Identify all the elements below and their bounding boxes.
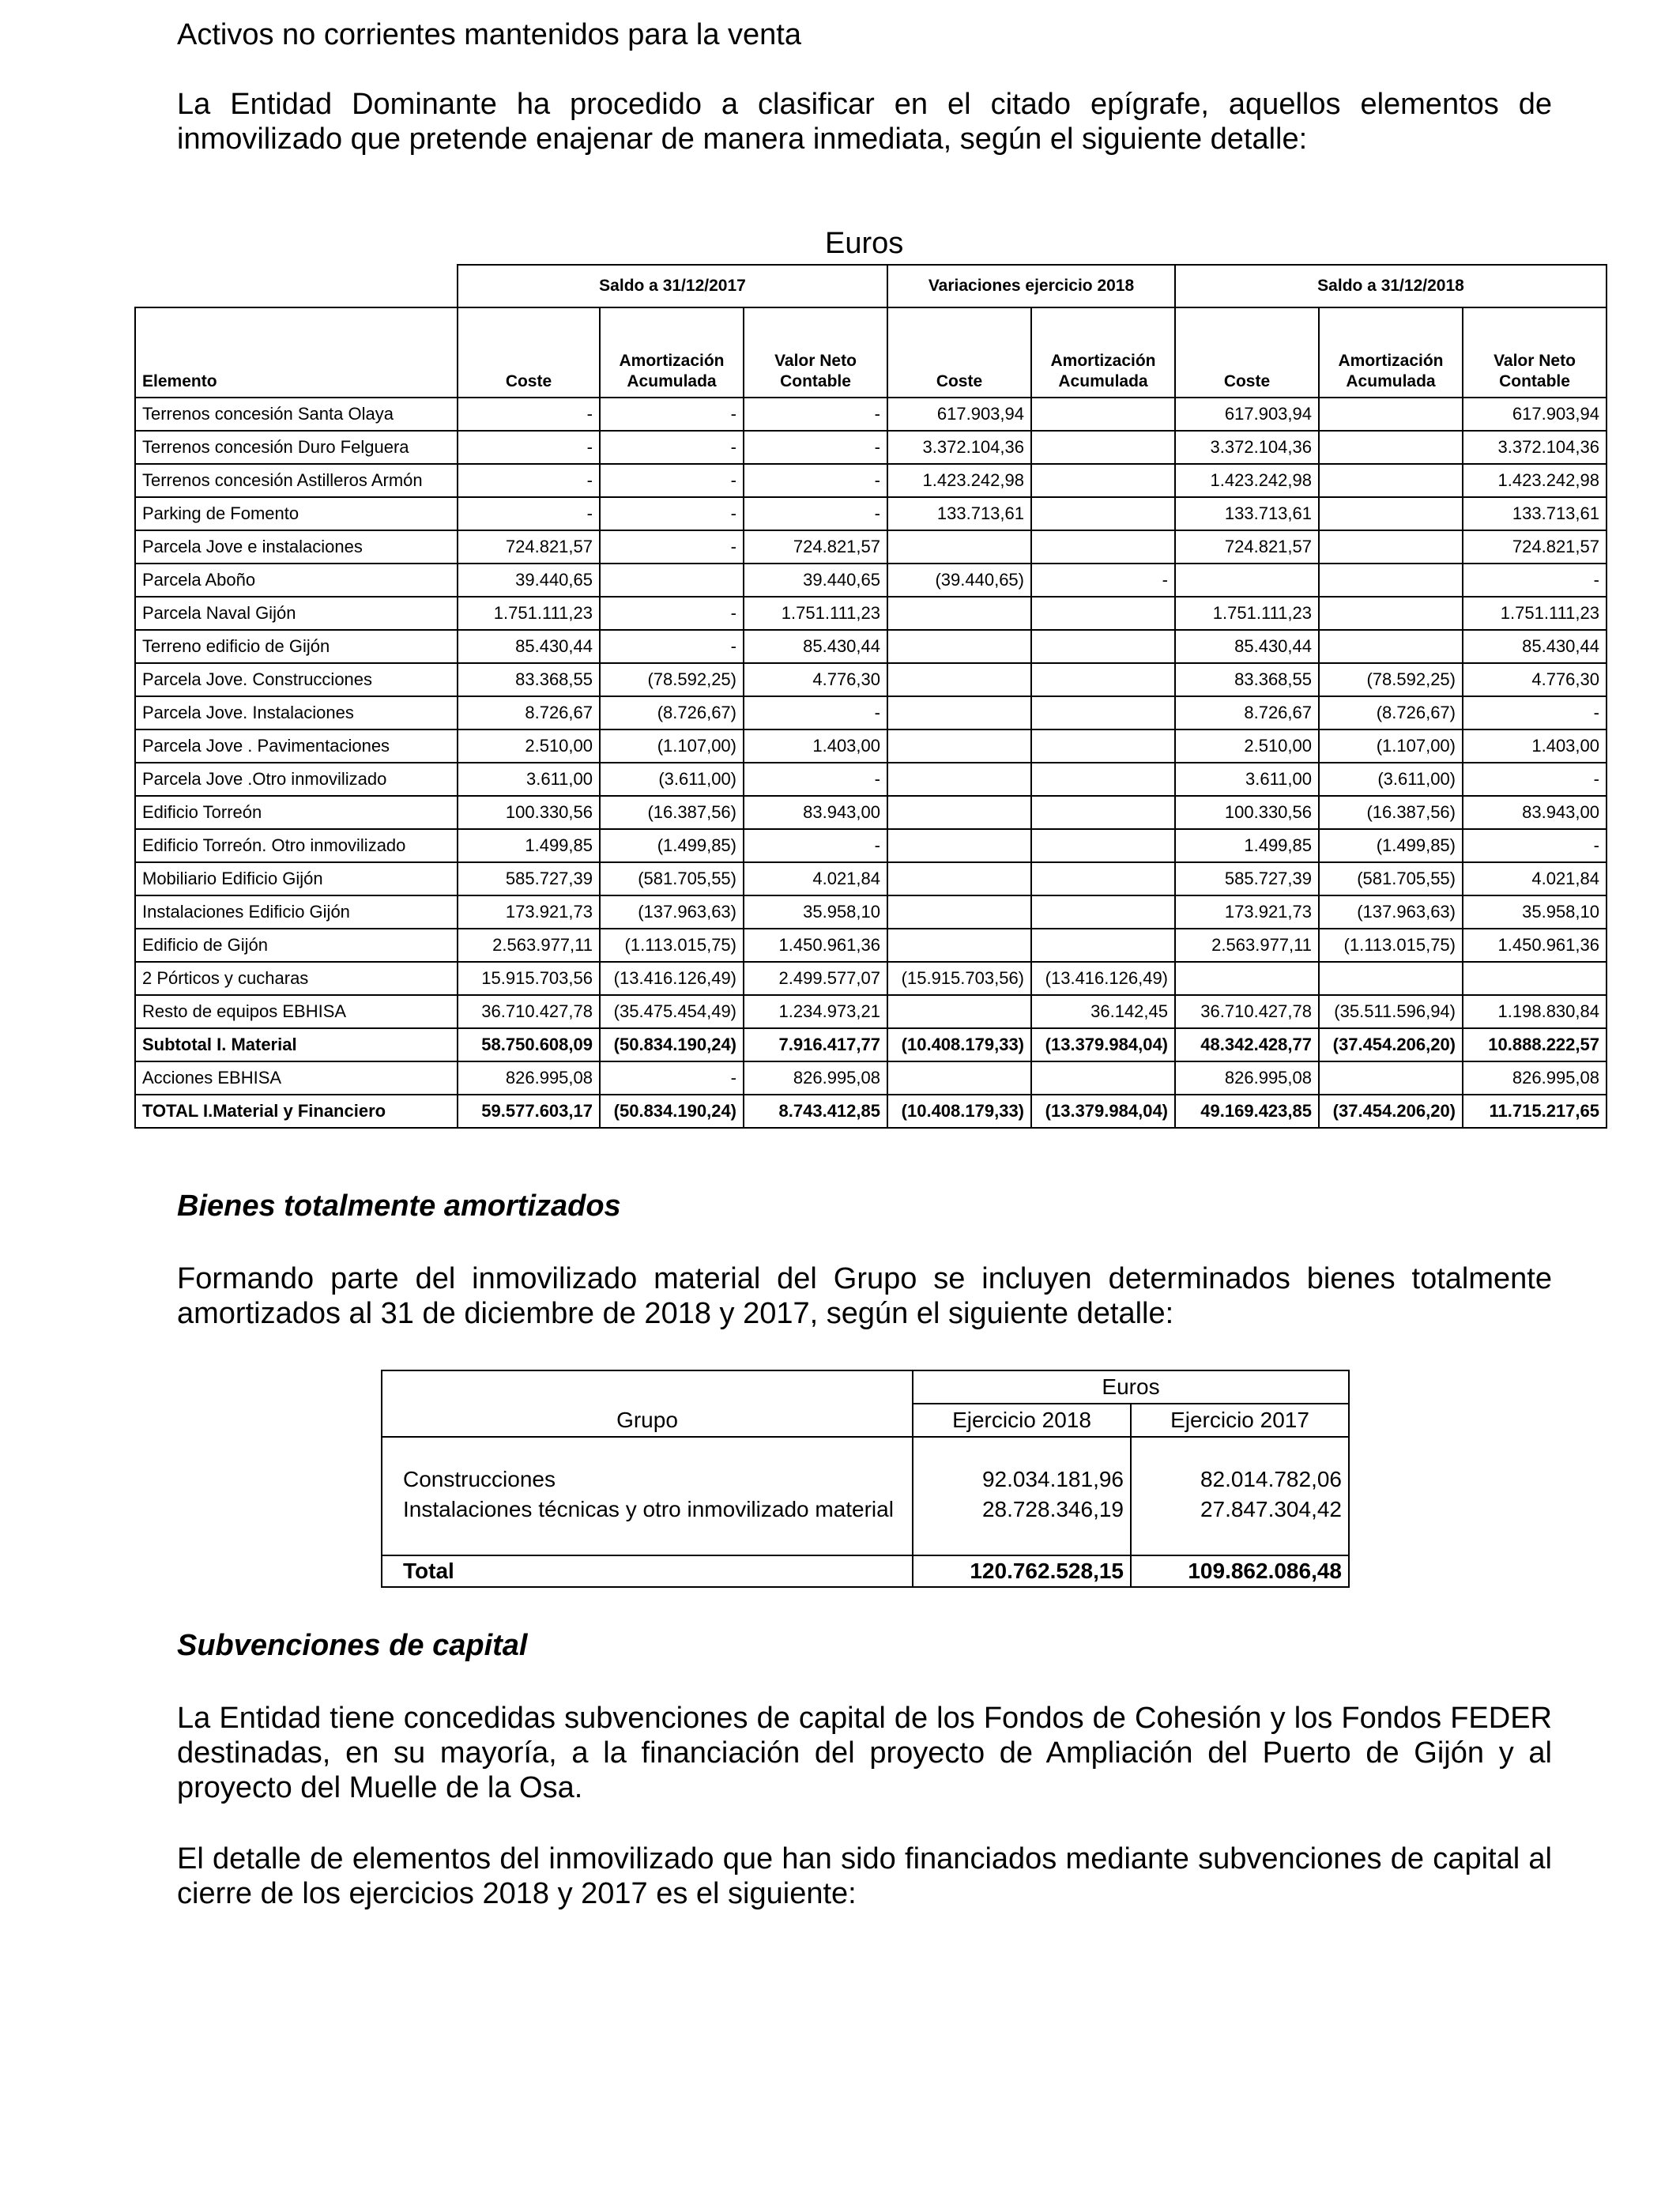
euros-row	[382, 1370, 1349, 1404]
table-cell	[887, 763, 1031, 796]
table-row	[135, 564, 1607, 597]
table-cell: 35.958,10	[744, 895, 887, 929]
year-2018-label: Ejercicio 2018	[913, 1404, 1131, 1437]
table-cell	[887, 696, 1031, 729]
row-label: Parcela Jove .Otro inmovilizado	[135, 763, 458, 796]
table-cell: (50.834.190,24)	[600, 1095, 744, 1128]
table-cell: -	[600, 398, 744, 431]
table-cell: 1.499,85	[1175, 829, 1319, 862]
euros-label: Euros	[913, 1370, 1349, 1404]
table-cell: 1.450.961,36	[744, 929, 887, 962]
table-cell: 2.563.977,11	[458, 929, 600, 962]
column-header: Amortización Acumulada	[600, 307, 744, 398]
table-cell: 1.751.111,23	[1463, 597, 1607, 630]
table-cell: 724.821,57	[1463, 530, 1607, 564]
row-label: Terreno edificio de Gijón	[135, 630, 458, 663]
table-cell	[887, 729, 1031, 763]
table-cell	[1031, 796, 1175, 829]
table-cell: (35.511.596,94)	[1319, 995, 1463, 1028]
table-cell: (13.416.126,49)	[1031, 962, 1175, 995]
table-cell: 85.430,44	[1463, 630, 1607, 663]
column-header: Amortización Acumulada	[1319, 307, 1463, 398]
table-cell	[1175, 962, 1319, 995]
table-row	[382, 1495, 1349, 1525]
row-label: Parcela Jove. Construcciones	[135, 663, 458, 696]
table-cell: 1.423.242,98	[1463, 464, 1607, 497]
table-cell: 15.915.703,56	[458, 962, 600, 995]
table-cell: 83.368,55	[1175, 663, 1319, 696]
table-cell: 617.903,94	[887, 398, 1031, 431]
row-label: Subtotal I. Material	[135, 1028, 458, 1061]
table-cell: 724.821,57	[744, 530, 887, 564]
table-cell: -	[744, 696, 887, 729]
table-cell	[1031, 464, 1175, 497]
table-cell: (50.834.190,24)	[600, 1028, 744, 1061]
main-table-caption: Euros	[825, 227, 904, 260]
year-2017-label: Ejercicio 2017	[1131, 1404, 1349, 1437]
row-label: TOTAL I.Material y Financiero	[135, 1095, 458, 1128]
table-cell	[887, 1061, 1031, 1095]
row-label: Edificio Torreón. Otro inmovilizado	[135, 829, 458, 862]
table-cell	[1319, 497, 1463, 530]
row-label: 2 Pórticos y cucharas	[135, 962, 458, 995]
table-cell	[1031, 929, 1175, 962]
column-header-row	[135, 307, 1607, 398]
table-row	[135, 895, 1607, 929]
subvenciones-paragraph-1: La Entidad tiene concedidas subvenciones de capital de los Fondos de Cohesión y los Fondos FEDER destinadas, en su mayoría, a la financiación del proyecto de Ampliación del Puerto de Gijón y al proyecto del Muelle de la Osa.	[177, 1702, 1552, 1804]
table-cell: -	[744, 398, 887, 431]
table-row	[135, 398, 1607, 431]
table-cell: 2.510,00	[1175, 729, 1319, 763]
table-row	[135, 995, 1607, 1028]
table-cell: (35.475.454,49)	[600, 995, 744, 1028]
section-title-activos: Activos no corrientes mantenidos para la venta	[177, 18, 801, 51]
table-cell: 826.995,08	[1463, 1061, 1607, 1095]
table-cell: 3.611,00	[458, 763, 600, 796]
table-cell: (1.113.015,75)	[1319, 929, 1463, 962]
table-cell: (581.705,55)	[600, 862, 744, 895]
table-cell: 3.611,00	[1175, 763, 1319, 796]
table-cell: (78.592,25)	[600, 663, 744, 696]
spacer-row	[382, 1437, 1349, 1465]
table-cell: (137.963,63)	[600, 895, 744, 929]
table-cell: (16.387,56)	[600, 796, 744, 829]
table-cell: 85.430,44	[744, 630, 887, 663]
table-cell	[887, 829, 1031, 862]
table-cell: -	[744, 431, 887, 464]
row-label: Terrenos concesión Astilleros Armón	[135, 464, 458, 497]
table-cell: 1.450.961,36	[1463, 929, 1607, 962]
table-cell: 100.330,56	[458, 796, 600, 829]
table-cell: 1.234.973,21	[744, 995, 887, 1028]
table-row	[135, 829, 1607, 862]
table-cell: 826.995,08	[1175, 1061, 1319, 1095]
table-cell: 724.821,57	[458, 530, 600, 564]
table-cell	[1031, 895, 1175, 929]
table-cell: -	[1463, 829, 1607, 862]
table-cell: -	[744, 497, 887, 530]
table-cell	[1319, 1061, 1463, 1095]
row-label: Acciones EBHISA	[135, 1061, 458, 1095]
table-cell	[1319, 564, 1463, 597]
table-cell	[887, 929, 1031, 962]
group-header-variaciones: Variaciones ejercicio 2018	[887, 265, 1175, 307]
table-cell: 35.958,10	[1463, 895, 1607, 929]
table-cell: 8.726,67	[458, 696, 600, 729]
table-cell	[887, 530, 1031, 564]
group-header-2018: Saldo a 31/12/2018	[1175, 265, 1607, 307]
table-row	[135, 729, 1607, 763]
table-cell	[1031, 398, 1175, 431]
table-row	[135, 663, 1607, 696]
table-cell	[1031, 630, 1175, 663]
table-cell	[1031, 530, 1175, 564]
table-cell	[1319, 962, 1463, 995]
table-cell: 39.440,65	[458, 564, 600, 597]
column-header: Coste	[1175, 307, 1319, 398]
years-row	[382, 1404, 1349, 1437]
intro-paragraph: La Entidad Dominante ha procedido a clasificar en el citado epígrafe, aquellos elementos de inmovilizado que pretende enajenar de manera inmediata, según el siguiente detalle:	[177, 88, 1552, 156]
item-label: Construcciones	[382, 1465, 913, 1495]
table-row	[382, 1465, 1349, 1495]
row-label: Parcela Jove . Pavimentaciones	[135, 729, 458, 763]
table-cell: 36.142,45	[1031, 995, 1175, 1028]
column-header: Coste	[887, 307, 1031, 398]
main-table-body	[135, 398, 1607, 1128]
table-row	[135, 464, 1607, 497]
table-cell: -	[600, 497, 744, 530]
table-cell: 10.888.222,57	[1463, 1028, 1607, 1061]
table-cell: (581.705,55)	[1319, 862, 1463, 895]
item-value-2018: 28.728.346,19	[913, 1495, 1131, 1525]
table-cell	[1031, 597, 1175, 630]
table-cell: -	[744, 829, 887, 862]
fully-amortized-table	[381, 1370, 1350, 1588]
table-cell	[1463, 962, 1607, 995]
table-cell: 36.710.427,78	[1175, 995, 1319, 1028]
total-label: Total	[382, 1555, 913, 1587]
total-row	[382, 1555, 1349, 1587]
table-cell	[1031, 696, 1175, 729]
table-cell: (3.611,00)	[1319, 763, 1463, 796]
table-cell: 173.921,73	[1175, 895, 1319, 929]
table-row	[135, 1061, 1607, 1095]
table-cell: 1.499,85	[458, 829, 600, 862]
table-row	[135, 431, 1607, 464]
table-cell: 1.751.111,23	[744, 597, 887, 630]
table-cell: -	[744, 464, 887, 497]
table-cell: (1.499,85)	[1319, 829, 1463, 862]
table-cell	[1319, 630, 1463, 663]
table-cell: 83.943,00	[744, 796, 887, 829]
table-cell: 39.440,65	[744, 564, 887, 597]
table-cell	[1031, 431, 1175, 464]
table-cell: 585.727,39	[1175, 862, 1319, 895]
table-cell: -	[1463, 564, 1607, 597]
table-cell: 49.169.423,85	[1175, 1095, 1319, 1128]
column-header: Valor Neto Contable	[744, 307, 887, 398]
column-header: Elemento	[135, 307, 458, 398]
table-cell: -	[600, 630, 744, 663]
table-cell	[1031, 763, 1175, 796]
row-label: Edificio de Gijón	[135, 929, 458, 962]
table-cell	[1031, 1061, 1175, 1095]
table-cell: -	[1463, 763, 1607, 796]
table-cell: 1.198.830,84	[1463, 995, 1607, 1028]
grupo-spacer	[382, 1370, 913, 1404]
table-cell: (39.440,65)	[887, 564, 1031, 597]
table-cell: 1.423.242,98	[1175, 464, 1319, 497]
column-header: Amortización Acumulada	[1031, 307, 1175, 398]
table-cell: -	[600, 431, 744, 464]
row-label: Resto de equipos EBHISA	[135, 995, 458, 1028]
bienes-paragraph: Formando parte del inmovilizado material del Grupo se incluyen determinados bienes totalmente amortizados al 31 de diciembre de 2018 y 2017, según el siguiente detalle:	[177, 1262, 1552, 1330]
table-cell: -	[1463, 696, 1607, 729]
table-cell: 85.430,44	[458, 630, 600, 663]
table-cell	[887, 895, 1031, 929]
row-label: Terrenos concesión Santa Olaya	[135, 398, 458, 431]
table-cell: 4.021,84	[1463, 862, 1607, 895]
table-cell: 48.342.428,77	[1175, 1028, 1319, 1061]
item-value-2018: 92.034.181,96	[913, 1465, 1131, 1495]
row-label: Instalaciones Edificio Gijón	[135, 895, 458, 929]
item-label: Instalaciones técnicas y otro inmovilizado material	[382, 1495, 913, 1525]
table-cell: 8.726,67	[1175, 696, 1319, 729]
table-cell: (78.592,25)	[1319, 663, 1463, 696]
table-cell: 617.903,94	[1463, 398, 1607, 431]
table-cell: 4.021,84	[744, 862, 887, 895]
table-cell: 1.403,00	[744, 729, 887, 763]
table-row	[135, 597, 1607, 630]
table-cell	[887, 597, 1031, 630]
table-cell: -	[600, 530, 744, 564]
table-cell: (13.379.984,04)	[1031, 1028, 1175, 1061]
table-row	[135, 929, 1607, 962]
table-cell	[1031, 663, 1175, 696]
column-header: Valor Neto Contable	[1463, 307, 1607, 398]
table-cell	[1319, 530, 1463, 564]
group-header-blank	[135, 265, 458, 307]
heading-subvenciones: Subvenciones de capital	[177, 1629, 528, 1662]
row-label: Parcela Aboño	[135, 564, 458, 597]
total-value-2018: 120.762.528,15	[913, 1555, 1131, 1587]
heading-bienes: Bienes totalmente amortizados	[177, 1189, 621, 1223]
table-cell	[1319, 431, 1463, 464]
table-cell: (8.726,67)	[600, 696, 744, 729]
item-value-2017: 82.014.782,06	[1131, 1465, 1349, 1495]
row-label: Parcela Naval Gijón	[135, 597, 458, 630]
table-cell: 133.713,61	[1175, 497, 1319, 530]
table-cell: (1.499,85)	[600, 829, 744, 862]
table-cell: 100.330,56	[1175, 796, 1319, 829]
table-cell: (1.107,00)	[1319, 729, 1463, 763]
table-cell: -	[744, 763, 887, 796]
table-cell: 173.921,73	[458, 895, 600, 929]
table-cell: 85.430,44	[1175, 630, 1319, 663]
table-cell	[1319, 398, 1463, 431]
table-cell: -	[458, 464, 600, 497]
table-cell	[1319, 464, 1463, 497]
table-row	[135, 796, 1607, 829]
table-cell: 133.713,61	[1463, 497, 1607, 530]
table-cell: (13.379.984,04)	[1031, 1095, 1175, 1128]
table-row	[135, 497, 1607, 530]
grupo-label: Grupo	[382, 1404, 913, 1437]
table-cell: (15.915.703,56)	[887, 962, 1031, 995]
table-cell: 83.368,55	[458, 663, 600, 696]
table-row	[135, 630, 1607, 663]
row-label: Parcela Jove. Instalaciones	[135, 696, 458, 729]
table-cell: 11.715.217,65	[1463, 1095, 1607, 1128]
group-header-row	[135, 265, 1607, 307]
table-cell: 1.403,00	[1463, 729, 1607, 763]
table-cell: (8.726,67)	[1319, 696, 1463, 729]
table-cell: -	[458, 497, 600, 530]
table-cell: -	[1031, 564, 1175, 597]
row-label: Edificio Torreón	[135, 796, 458, 829]
table-row	[135, 696, 1607, 729]
table-cell: 2.563.977,11	[1175, 929, 1319, 962]
table-cell: 3.372.104,36	[887, 431, 1031, 464]
table-cell	[887, 630, 1031, 663]
table-cell: (10.408.179,33)	[887, 1028, 1031, 1061]
table-cell: 58.750.608,09	[458, 1028, 600, 1061]
table-cell: 4.776,30	[744, 663, 887, 696]
table-cell: 1.751.111,23	[458, 597, 600, 630]
table-cell	[887, 796, 1031, 829]
table-cell: 585.727,39	[458, 862, 600, 895]
table-row	[135, 1028, 1607, 1061]
table-cell: 36.710.427,78	[458, 995, 600, 1028]
table-cell: (3.611,00)	[600, 763, 744, 796]
table-cell: (16.387,56)	[1319, 796, 1463, 829]
row-label: Parking de Fomento	[135, 497, 458, 530]
assets-held-for-sale-table	[134, 264, 1607, 1129]
table-cell: -	[600, 597, 744, 630]
table-cell	[887, 995, 1031, 1028]
table-cell: (37.454.206,20)	[1319, 1095, 1463, 1128]
table-cell	[1031, 862, 1175, 895]
row-label: Mobiliario Edificio Gijón	[135, 862, 458, 895]
table-cell: (10.408.179,33)	[887, 1095, 1031, 1128]
table-cell: (1.107,00)	[600, 729, 744, 763]
table-row	[135, 530, 1607, 564]
table-cell: 1.751.111,23	[1175, 597, 1319, 630]
table-cell: 3.372.104,36	[1463, 431, 1607, 464]
table-cell: -	[458, 398, 600, 431]
table-cell: (13.416.126,49)	[600, 962, 744, 995]
table-cell: 83.943,00	[1463, 796, 1607, 829]
table-cell	[1031, 497, 1175, 530]
table-cell: -	[600, 1061, 744, 1095]
table-cell: (1.113.015,75)	[600, 929, 744, 962]
total-value-2017: 109.862.086,48	[1131, 1555, 1349, 1587]
table-cell: 617.903,94	[1175, 398, 1319, 431]
column-header: Coste	[458, 307, 600, 398]
table-cell: 3.372.104,36	[1175, 431, 1319, 464]
table-row	[135, 763, 1607, 796]
table-cell: 826.995,08	[458, 1061, 600, 1095]
group-header-2017: Saldo a 31/12/2017	[458, 265, 887, 307]
table-cell: 724.821,57	[1175, 530, 1319, 564]
row-label: Terrenos concesión Duro Felguera	[135, 431, 458, 464]
table-cell: 8.743.412,85	[744, 1095, 887, 1128]
table-cell: 2.499.577,07	[744, 962, 887, 995]
subvenciones-paragraph-2: El detalle de elementos del inmovilizado que han sido financiados mediante subvenciones de capital al cierre de los ejercicios 2018 y 2017 es el siguiente:	[177, 1842, 1552, 1910]
table-cell: 2.510,00	[458, 729, 600, 763]
table-cell: 7.916.417,77	[744, 1028, 887, 1061]
table-row	[135, 1095, 1607, 1128]
table-cell: (137.963,63)	[1319, 895, 1463, 929]
table-cell	[1031, 729, 1175, 763]
table-cell: -	[600, 464, 744, 497]
table-row	[135, 862, 1607, 895]
table-cell: (37.454.206,20)	[1319, 1028, 1463, 1061]
table-cell	[1175, 564, 1319, 597]
table-cell: 826.995,08	[744, 1061, 887, 1095]
table-cell	[887, 862, 1031, 895]
table-row	[135, 962, 1607, 995]
table-cell: 1.423.242,98	[887, 464, 1031, 497]
table-cell: -	[458, 431, 600, 464]
table-cell	[1319, 597, 1463, 630]
table-cell	[887, 663, 1031, 696]
table-cell: 133.713,61	[887, 497, 1031, 530]
item-value-2017: 27.847.304,42	[1131, 1495, 1349, 1525]
table-cell: 59.577.603,17	[458, 1095, 600, 1128]
spacer-row	[382, 1525, 1349, 1555]
table-cell	[600, 564, 744, 597]
row-label: Parcela Jove e instalaciones	[135, 530, 458, 564]
table-cell: 4.776,30	[1463, 663, 1607, 696]
table-cell	[1031, 829, 1175, 862]
